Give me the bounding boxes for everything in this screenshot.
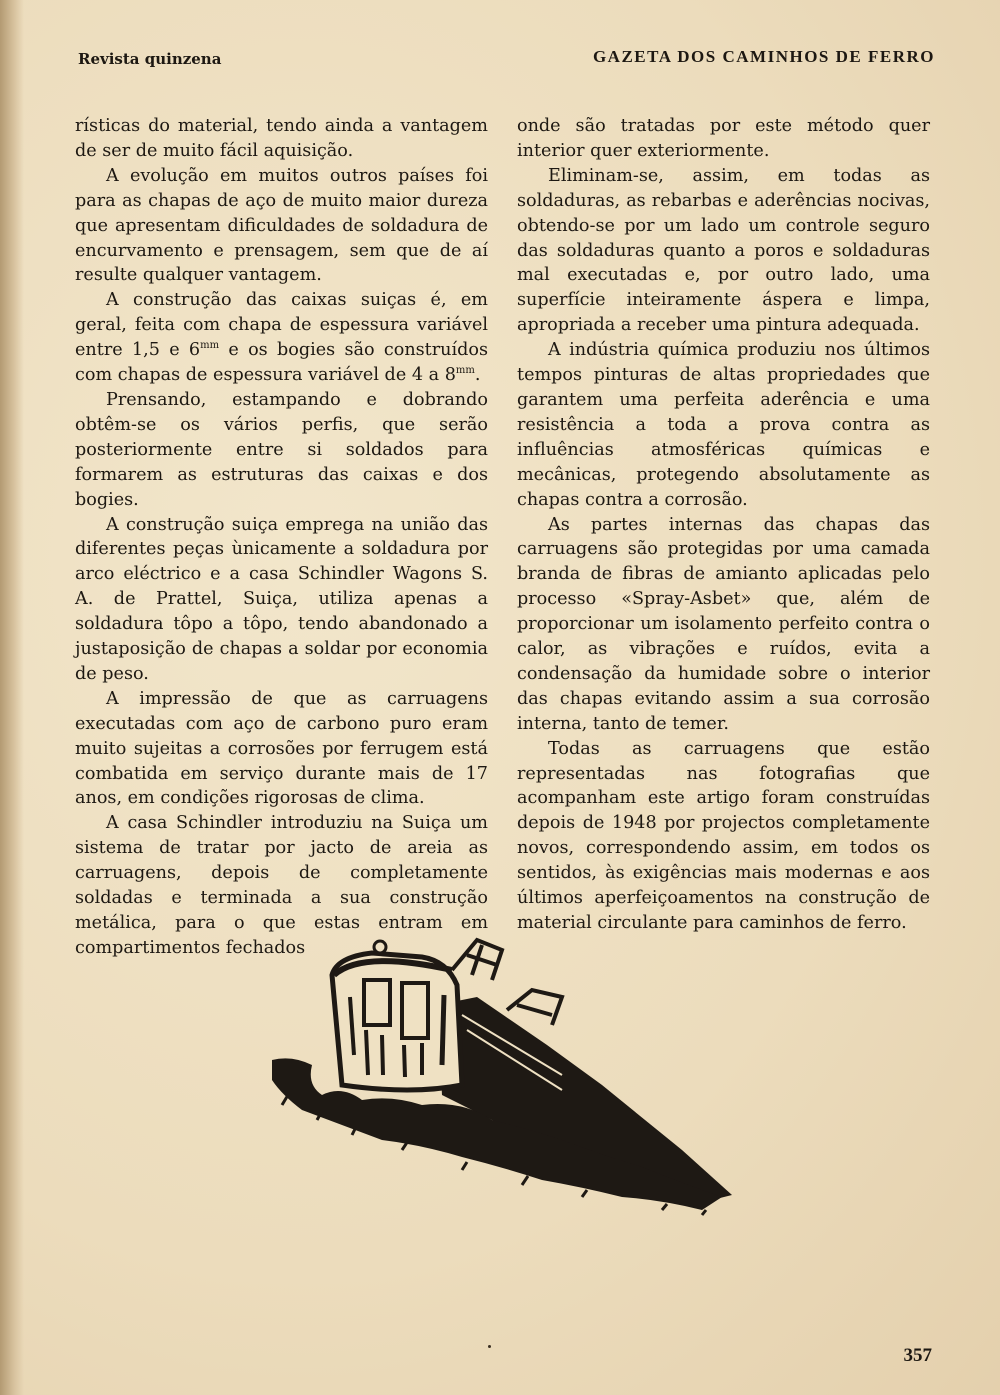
text-column-right [517,114,930,936]
unit-superscript: mm [455,365,475,377]
running-header-left: Revista quinzena [78,50,222,68]
paragraph: A indústria química produziu nos últimos tempos pinturas de altas propriedades que garantem uma perfeita aderência e uma resistência a toda a prova contra as influências atmosféricas químicas e mecânicas, protegendo absolutamente as chapas contra a corrosão. [517,340,930,510]
paragraph: A impressão de que as carruagens executadas com aço de carbono puro eram muito sujeitas a corrosões por ferrugem está combatida em serviço durante mais de 17 anos, em condições rigorosas de clima. [75,688,488,809]
paragraph: onde são tratadas por este método quer interior quer exteriormente. [517,116,930,161]
paragraph: A casa Schindler introduziu na Suiça um sistema de tratar por jacto de areia as carruagens, depois de completamente soldadas e terminada a sua construção metálica, para o que estas entram em compartimentos fechados [75,813,488,958]
paragraph: rísticas do material, tendo ainda a vantagem de ser de muito fácil aquisição. [75,116,488,161]
paragraph: Eliminam-se, assim, em todas as soldaduras, as rebarbas e aderências nocivas, obtendo-se por um lado um controle seguro das soldaduras quanto a poros e soldaduras mal executadas e, por outro lado, uma superfície inteiramente áspera e limpa, apropriada a receber uma pintura adequada. [517,165,930,336]
paragraph: Todas as carruagens que estão representadas nas fotografias que acompanham este artigo foram construídas depois de 1948 por projectos completamente novos, correspondendo assim, em todos os sentidos, às exigências mais modernas e aos últimos aperfeiçoamentos na construção de material circulante para caminhos de ferro. [517,738,930,933]
running-header-title: GAZETA DOS CAMINHOS DE FERRO [592,47,935,66]
paragraph: A construção suiça emprega na união das diferentes peças ùnicamente a soldadura por arco eléctrico e a casa Schindler Wagons S. A. de Prattel, Suiça, utiliza apenas a soldadura tôpo a tôpo, tendo abandonado a justaposição de chapas a soldar por economia de peso. [75,514,488,684]
electric-train-illustration [262,935,752,1220]
paragraph-text: . [474,365,481,386]
page-number: 357 [903,1345,932,1366]
paragraph: Prensando, estampando e dobrando obtêm-se os vários perfis, que serão posteriormente entre si soldados para formarem as estruturas das caixas e dos bogies. [75,389,488,510]
train-drawing [262,935,752,1220]
paragraph-text: e os bogies são construídos com chapas de espessura variável de 4 a 8 [75,340,489,386]
page-binding-edge [0,0,24,1395]
ink-speck [488,1345,491,1348]
paragraph: A evolução em muitos outros países foi para as chapas de aço de muito maior dureza que apresentam dificuldades de soldadura de encurvamento e prensagem, sem que de aí resulte qualquer vantagem. [75,165,488,286]
text-column-left [75,114,488,961]
paragraph-text: A construção das caixas suiças é, em geral, feita com chapa de espessura variável entre 1,5 e 6 [75,290,488,361]
unit-superscript: mm [200,340,220,352]
paragraph: As partes internas das chapas das carruagens são protegidas por uma camada branda de fibras de amianto aplicadas pelo processo «Spray-Asbet» que, além de proporcionar um isolamento perfeito contra o calor, as vibrações e ruídos, evita a condensação da humidade sobre o interior das chapas evitando assim a sua corrosão interna, tanto de temer. [517,514,930,734]
paragraph [75,288,488,388]
